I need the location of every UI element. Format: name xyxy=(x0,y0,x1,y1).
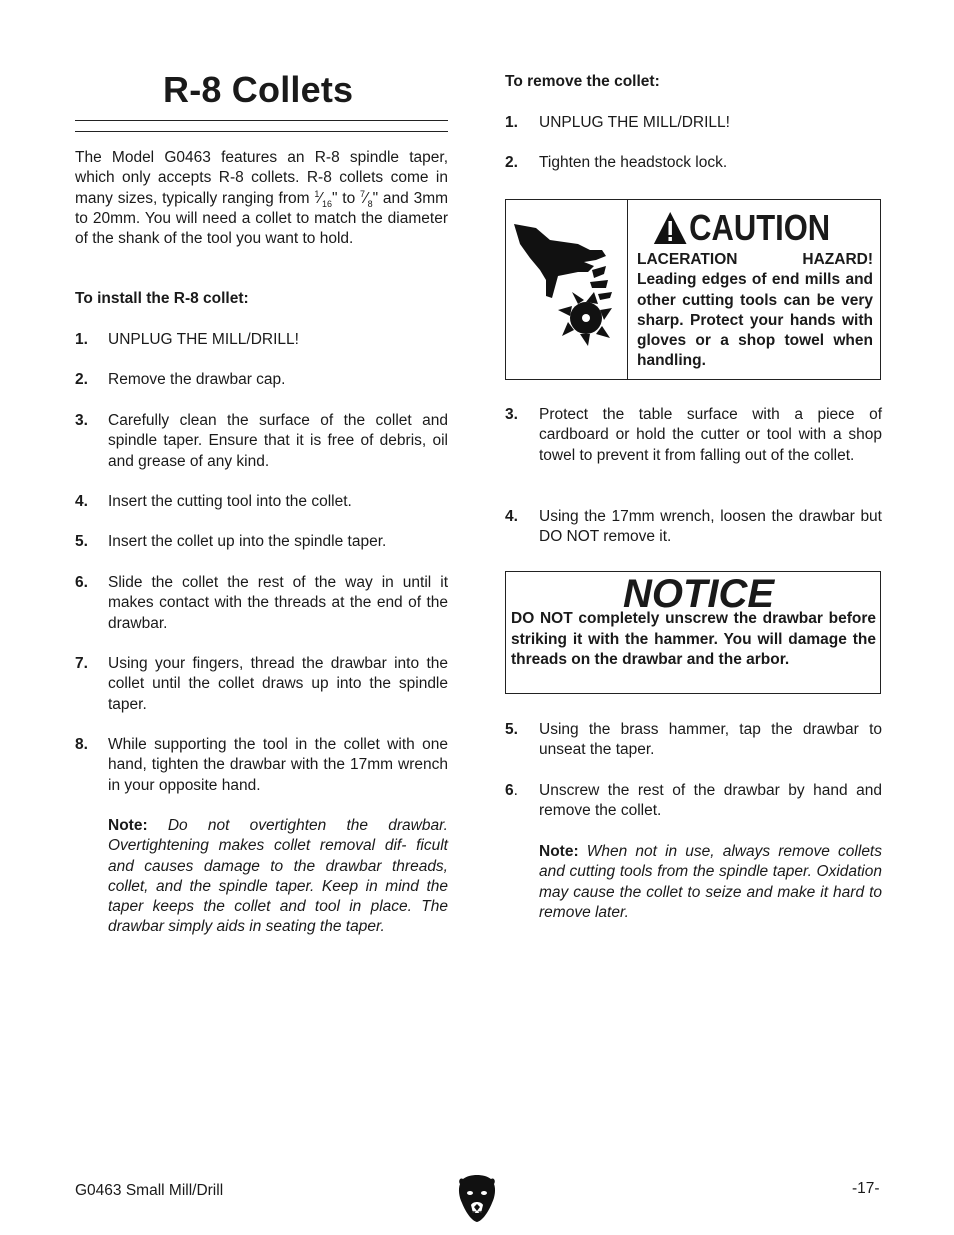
step-number: 6. xyxy=(75,574,88,591)
intro-paragraph: The Model G0463 features an R-8 spindle taper, which only accepts R-8 collets. R-8 collets come in many sizes, typically ranging from $^1⁄_{16}$" to $^7⁄_8$" and 3mm to 20mm. You will need a collet to match the diameter of the shank of the tool you want to hold. xyxy=(75,149,449,248)
step-number: 5. xyxy=(505,721,518,738)
step-number: 3. xyxy=(505,406,518,423)
page-number: -17- xyxy=(852,1180,880,1197)
step-number: 2. xyxy=(75,371,88,388)
step-number: 6. xyxy=(505,782,518,799)
step-number: 7. xyxy=(75,655,88,672)
notice-heading: NOTICE xyxy=(623,572,775,616)
title-rule-bottom xyxy=(75,131,448,132)
title-rule-top xyxy=(75,120,448,121)
step-text: Using your fingers, thread the drawbar into the collet until the collet draws up into the spindle taper. xyxy=(108,655,448,713)
caution-pictogram-cell xyxy=(506,200,628,379)
step-number: 5. xyxy=(75,533,88,550)
caution-text: LACERATION HAZARD! Leading edges of end mills and other cutting tools can be very sharp. Protect your hands with gloves or a shop towel when handling. xyxy=(637,251,873,370)
step-text: Insert the collet up into the spindle taper. xyxy=(108,533,387,550)
step-number: 1. xyxy=(505,114,518,131)
step-number: 2. xyxy=(505,154,518,171)
step-number: 8. xyxy=(75,736,88,753)
step-number: 4. xyxy=(75,493,88,510)
page-title: R-8 Collets xyxy=(163,69,354,110)
step-text: While supporting the tool in the collet with one hand, tighten the drawbar with the 17mm wrench in your opposite hand. xyxy=(108,736,448,794)
install-note: Note: Do not overtighten the drawbar. Overtightening makes collet removal dif- ficult and causes damage to the drawbar threads, collet, and the spindle taper. Keep in mind the taper keeps the collet and tool in place. The drawbar simply aids in seating the taper. xyxy=(108,817,448,936)
step-text: Slide the collet the rest of the way in until it makes contact with the threads at the end of the drawbar. xyxy=(108,574,448,632)
step-text: Unscrew the rest of the drawbar by hand and remove the collet. xyxy=(539,782,882,820)
install-heading: To install the R-8 collet: xyxy=(75,290,249,307)
step-text: Tighten the headstock lock. xyxy=(539,154,728,171)
step-number: 1. xyxy=(75,331,88,348)
laceration-hand-cutter-icon xyxy=(506,200,627,379)
warning-triangle-icon xyxy=(653,211,687,245)
bear-head-logo-icon xyxy=(458,1175,496,1223)
caution-heading: CAUTION xyxy=(653,206,830,250)
step-text: Carefully clean the surface of the collet and spindle taper. Ensure that it is free of debris, oil and grease of any kind. xyxy=(108,412,448,470)
step-text: Using the brass hammer, tap the drawbar to unseat the taper. xyxy=(539,721,882,759)
step-number: 4. xyxy=(505,508,518,525)
notice-box xyxy=(505,571,881,694)
step-number: 3. xyxy=(75,412,88,429)
step-text: Insert the cutting tool into the collet. xyxy=(108,493,352,510)
remove-note: Note: When not in use, always remove collets and cutting tools from the spindle taper. Oxidation may cause the collet to seize and make it hard to remove later. xyxy=(539,843,882,921)
remove-heading: To remove the collet: xyxy=(505,73,660,90)
step-text: Using the 17mm wrench, loosen the drawbar but DO NOT remove it. xyxy=(539,508,882,546)
step-text: Protect the table surface with a piece of cardboard or hold the cutter or tool with a shop towel to prevent it from falling out of the collet. xyxy=(539,406,882,464)
step-text: UNPLUG THE MILL/DRILL! xyxy=(539,114,730,131)
notice-text: DO NOT completely unscrew the drawbar before striking it with the hammer. You will damage the threads on the drawbar and the arbor. xyxy=(511,610,876,669)
step-text: Remove the drawbar cap. xyxy=(108,371,286,388)
step-text: UNPLUG THE MILL/DRILL! xyxy=(108,331,299,348)
caution-box xyxy=(505,199,881,380)
footer-model: G0463 Small Mill/Drill xyxy=(75,1182,224,1199)
